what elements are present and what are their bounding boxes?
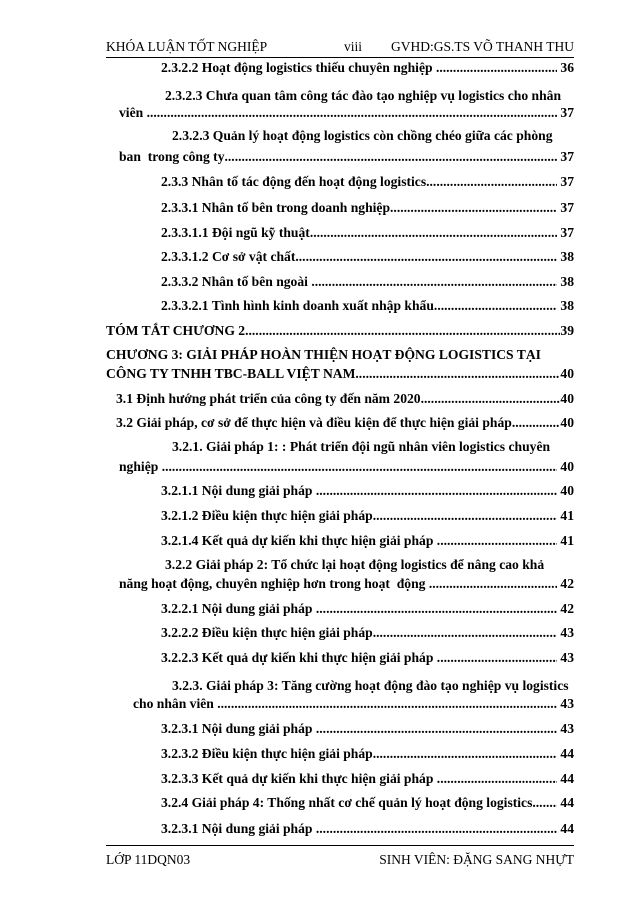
dot-leader [316, 482, 557, 500]
toc-entry-title: 2.3.3.1.2 Cơ sở vật chất [161, 249, 296, 264]
toc-entry-continuation [133, 695, 574, 713]
toc-entry-title: 3.2.3.1 Nội dung giải pháp [161, 821, 313, 836]
toc-entry-title: ban trong công ty [119, 149, 225, 164]
dot-leader [437, 649, 557, 667]
toc-entry-title: 2.3.3.1.1 Đội ngũ kỹ thuật [161, 225, 310, 240]
student-label: SINH VIÊN: ĐẶNG SANG NHỰT [379, 852, 574, 867]
dot-leader [434, 297, 557, 315]
toc-page-number: 37 [560, 149, 574, 164]
toc-entry-title: 2.3.3.2.1 Tình hình kinh doanh xuất nhập khẩu [161, 298, 434, 313]
dot-leader [373, 745, 557, 763]
toc-page-number: 40 [560, 415, 574, 430]
dot-leader [373, 507, 557, 525]
toc-page-number: 41 [560, 533, 574, 548]
dot-leader [147, 104, 557, 122]
dot-leader [355, 365, 560, 383]
dot-leader [437, 532, 557, 550]
toc-entry-title: TÓM TẮT CHƯƠNG 2 [106, 323, 246, 338]
toc-page-number: 40 [560, 483, 574, 498]
dot-leader [436, 59, 557, 77]
toc-entry-title: nghiệp [119, 459, 159, 474]
toc-entry [161, 720, 574, 738]
toc-entry-continuation [119, 575, 574, 593]
toc-page-number: 42 [560, 601, 574, 616]
toc-entry [161, 199, 574, 217]
dot-leader [512, 414, 561, 432]
dot-leader [316, 820, 557, 838]
toc-entry-title: 3.2.3.2 Điều kiện thực hiện giải pháp [161, 746, 373, 761]
toc-entry [116, 414, 574, 432]
toc-entry [161, 482, 574, 500]
toc-entry-title: 3.2.2.1 Nội dung giải pháp [161, 601, 313, 616]
toc-page-number: 37 [560, 200, 574, 215]
toc-page-number: 38 [560, 298, 574, 313]
dot-leader [225, 148, 558, 166]
toc-entry [161, 507, 574, 525]
toc-entry-title: năng hoạt động, chuyên nghiệp hơn trong hoạt động [119, 576, 426, 591]
toc-entry [161, 273, 574, 291]
toc-entry-continuation [119, 104, 574, 122]
toc-entry [161, 624, 574, 642]
toc-entry [161, 745, 574, 763]
page-footer [106, 851, 574, 869]
footer-rule [106, 845, 574, 846]
toc-entry-title: 3.2.3.1 Nội dung giải pháp [161, 721, 313, 736]
toc-page-number: 38 [560, 249, 574, 264]
dot-leader [421, 390, 561, 408]
dot-leader [429, 575, 557, 593]
dot-leader [316, 600, 557, 618]
toc-page-number: 41 [560, 508, 574, 523]
dot-leader [532, 794, 557, 812]
advisor-label: GVHD:GS.TS VÕ THANH THU [390, 39, 574, 54]
toc-entry-title: 2.3.2.2 Hoạt động logistics thiếu chuyên nghiệp [161, 60, 433, 75]
toc-page-number: 38 [560, 274, 574, 289]
dot-leader [310, 224, 557, 242]
dot-leader [390, 199, 557, 217]
toc-entry [161, 649, 574, 667]
toc-entry [161, 297, 574, 315]
dot-leader [373, 624, 557, 642]
toc-entry [161, 532, 574, 550]
toc-page-number: 37 [560, 105, 574, 120]
toc-entry-title: 3.1 Định hướng phát triển của công ty đến năm 2020 [116, 391, 421, 406]
toc-page-number: 44 [560, 771, 574, 786]
toc-entry [161, 248, 574, 266]
toc-entry [161, 173, 574, 191]
toc-entry-title: 3.2.1.4 Kết quả dự kiến khi thực hiện giải pháp [161, 533, 434, 548]
class-label: LỚP 11DQN03 [106, 852, 191, 867]
dot-leader [162, 458, 557, 476]
toc-entry [161, 794, 574, 812]
thesis-label: KHÓA LUẬN TỐT NGHIỆP [106, 39, 268, 54]
toc-entry-title: 3.2.1. Giải pháp 1: : Phát triển đội ngũ nhân viên logistics chuyên [172, 439, 551, 454]
toc-entry [161, 770, 574, 788]
dot-leader [245, 322, 560, 340]
toc-entry-title: CHƯƠNG 3: GIẢI PHÁP HOÀN THIỆN HOẠT ĐỘNG LOGISTICS TẠI [106, 347, 541, 362]
dot-leader [217, 695, 557, 713]
dot-leader [437, 770, 557, 788]
toc-page-number: 43 [560, 625, 574, 640]
page-header [106, 38, 574, 56]
toc-entry-title: 3.2.1.2 Điều kiện thực hiện giải pháp [161, 508, 373, 523]
dot-leader [295, 248, 557, 266]
toc-page-number: 42 [560, 576, 574, 591]
dot-leader [311, 273, 557, 291]
toc-page-number: 36 [560, 60, 574, 75]
page-number: viii [344, 39, 363, 54]
toc-entry-title: 3.2.2.2 Điều kiện thực hiện giải pháp [161, 625, 373, 640]
toc-entry-continuation [106, 365, 574, 383]
toc-page-number: 40 [560, 459, 574, 474]
toc-entry-title: 2.3.3.2 Nhân tố bên ngoài [161, 274, 308, 289]
dot-leader [316, 720, 557, 738]
toc-page-number: 43 [560, 696, 574, 711]
toc-entry-title: 2.3.3.1 Nhân tố bên trong doanh nghiệp [161, 200, 391, 215]
toc-page-number: 40 [560, 366, 574, 381]
toc-entry-title: 3.2.2 Giải pháp 2: Tổ chức lại hoạt động logistics để nâng cao khả [165, 557, 545, 572]
toc-entry-title: 3.2.2.3 Kết quả dự kiến khi thực hiện giải pháp [161, 650, 434, 665]
toc-page-number: 44 [560, 746, 574, 761]
toc-entry-title: 3.2.3.3 Kết quả dự kiến khi thực hiện giải pháp [161, 771, 434, 786]
toc-page-number: 44 [560, 821, 574, 836]
toc-entry-title: 2.3.2.3 Chưa quan tâm công tác đào tạo nghiệp vụ logistics cho nhân [165, 88, 562, 103]
toc-page-number: 40 [560, 391, 574, 406]
toc-entry-title: 3.2.3. Giải pháp 3: Tăng cường hoạt động đào tạo nghiệp vụ logistics [172, 678, 569, 693]
toc-page-number: 39 [560, 323, 574, 338]
toc-entry [116, 390, 574, 408]
toc-page-number: 43 [560, 650, 574, 665]
toc-entry-title: CÔNG TY TNHH TBC-BALL VIỆT NAM [106, 366, 356, 381]
toc-entry [161, 224, 574, 242]
toc-entry-title: 3.2 Giải pháp, cơ sở để thực hiện và điều kiện để thực hiện giải pháp [116, 415, 512, 430]
toc-entry-title: 3.2.1.1 Nội dung giải pháp [161, 483, 313, 498]
toc-entry-title: 3.2.4 Giải pháp 4: Thống nhất cơ chế quản lý hoạt động logistics [161, 795, 533, 810]
toc-page-number: 44 [560, 795, 574, 810]
toc-entry [161, 600, 574, 618]
toc-entry-title: 2.3.2.3 Quản lý hoạt động logistics còn chồng chéo giữa các phòng [172, 128, 553, 143]
toc-entry-continuation [119, 148, 574, 166]
toc-entry [161, 820, 574, 838]
header-rule [106, 57, 574, 58]
toc-page-number: 37 [560, 225, 574, 240]
toc-entry [161, 59, 574, 77]
toc-entry-continuation [119, 458, 574, 476]
toc-page-number: 43 [560, 721, 574, 736]
toc-entry [106, 322, 574, 340]
toc-entry-title: 2.3.3 Nhân tố tác động đến hoạt động logistics [161, 174, 427, 189]
dot-leader [426, 173, 557, 191]
toc-entry-title: viên [119, 105, 144, 120]
toc-page-number: 37 [560, 174, 574, 189]
toc-entry-title: cho nhân viên [133, 696, 214, 711]
